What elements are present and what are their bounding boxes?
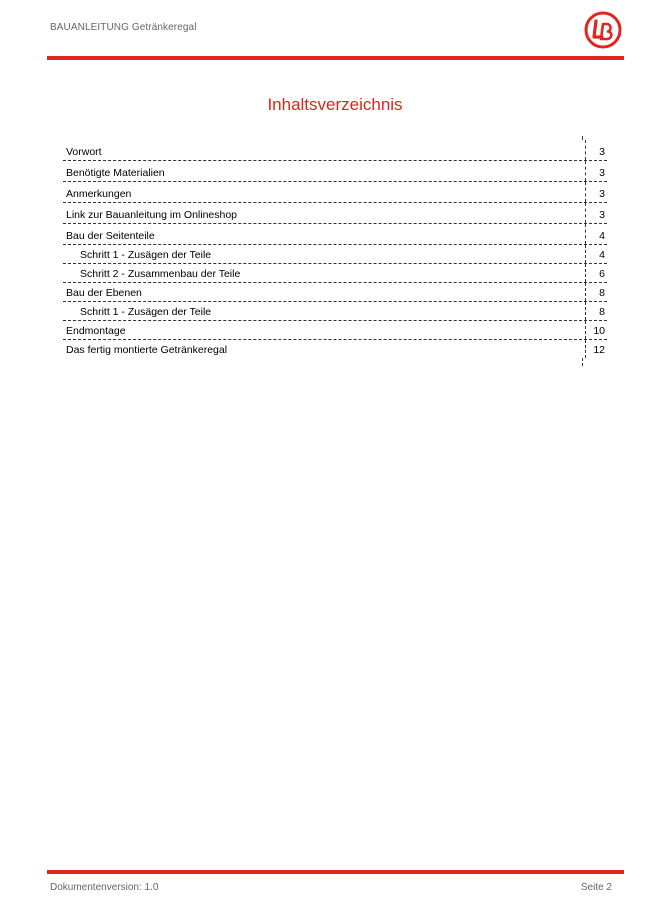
toc-entry-label: Benötigte Materialien	[66, 167, 165, 179]
toc-entry-label: Vorwort	[66, 146, 102, 158]
toc-entry-onlineshop-link[interactable]	[63, 203, 607, 224]
toc-entry-vorwort[interactable]	[63, 140, 607, 161]
toc-entry-page: 4	[585, 245, 607, 263]
toc-entry-page: 3	[585, 161, 607, 181]
toc-entry-seitenteile-schritt-1[interactable]	[63, 245, 607, 264]
toc-entry-page: 3	[585, 140, 607, 160]
toc-entry-label: Schritt 2 - Zusammenbau der Teile	[80, 268, 241, 280]
lb-logo	[583, 10, 623, 50]
toc-entry-ebenen[interactable]	[63, 283, 607, 302]
page-number: Seite 2	[580, 882, 612, 893]
toc-entry-anmerkungen[interactable]	[63, 182, 607, 203]
toc-title: Inhaltsverzeichnis	[267, 95, 403, 114]
toc-entry-endmontage[interactable]	[63, 321, 607, 340]
toc-entry-label: Das fertig montierte Getränkeregal	[66, 344, 228, 356]
document-version: Dokumentenversion: 1.0	[50, 882, 159, 893]
toc-entry-fertiges-regal[interactable]	[63, 340, 607, 358]
toc-entry-label: Bau der Ebenen	[66, 287, 142, 299]
toc-entry-page: 3	[585, 203, 607, 223]
toc-entry-label: Link zur Bauanleitung im Onlineshop	[66, 209, 238, 221]
toc-entry-page: 4	[585, 224, 607, 244]
toc-entry-page: 3	[585, 182, 607, 202]
toc-entry-materialien[interactable]	[63, 161, 607, 182]
toc-entry-label: Endmontage	[66, 325, 126, 337]
toc-entry-label: Schritt 1 - Zusägen der Teile	[80, 306, 212, 318]
footer-rule	[47, 870, 624, 874]
toc-divider	[582, 358, 583, 366]
toc-entry-page: 10	[585, 321, 607, 339]
toc-entry-seitenteile-schritt-2[interactable]	[63, 264, 607, 283]
toc-entry-label: Schritt 1 - Zusägen der Teile	[80, 249, 212, 261]
toc-entry-ebenen-schritt-1[interactable]	[63, 302, 607, 321]
table-of-contents	[63, 140, 607, 358]
header-rule	[47, 56, 624, 60]
toc-entry-page: 8	[585, 302, 607, 320]
toc-entry-seitenteile[interactable]	[63, 224, 607, 245]
toc-entry-page: 6	[585, 264, 607, 282]
toc-entry-page: 12	[585, 340, 607, 358]
toc-entry-page: 8	[585, 283, 607, 301]
header-title: BAUANLEITUNG Getränkeregal	[50, 22, 197, 33]
toc-entry-label: Anmerkungen	[66, 188, 132, 200]
toc-entry-label: Bau der Seitenteile	[66, 230, 155, 242]
